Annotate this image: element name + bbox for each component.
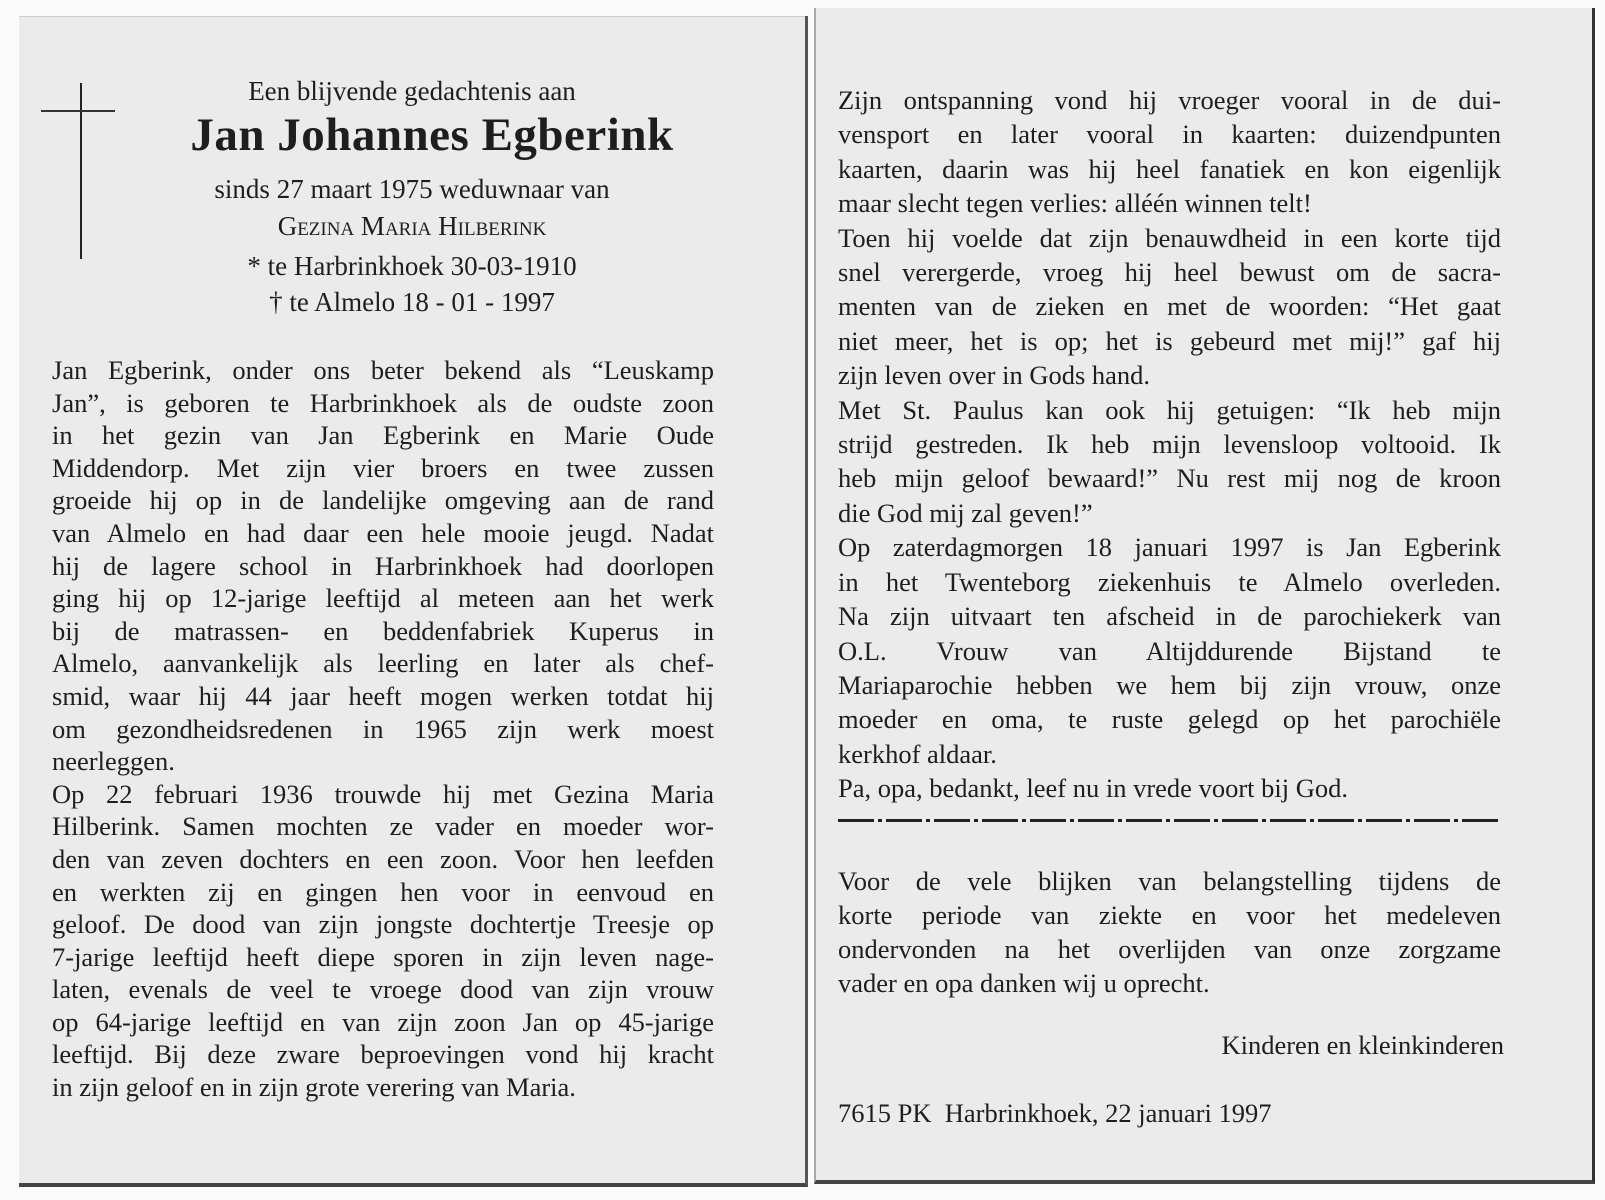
- deceased-name: Jan Johannes Egberink: [190, 109, 674, 161]
- text-line: smid, waar hij 44 jaar heeft mogen werken totdat hij: [52, 680, 714, 711]
- text-line: niet meer, het is op; het is gebeurd met mij!” gaf hij: [838, 325, 1501, 356]
- text-line: moeder en oma, te ruste gelegd op het parochiële: [838, 704, 1501, 735]
- spouse-name: Gezina Maria Hilberink: [277, 211, 547, 241]
- text-line: Jan Egberink, onder ons beter bekend als “Leuskamp: [52, 355, 714, 385]
- text-line: Voor de vele blijken van belangstelling tijdens de: [838, 866, 1501, 896]
- signoff: Kinderen en kleinkinderen: [1221, 1030, 1504, 1060]
- text-line: bij de matrassen- en beddenfabriek Kuperus in: [52, 615, 714, 646]
- thanks-text: [838, 864, 1501, 1000]
- text-line: in het Twenteborg ziekenhuis te Almelo overleden.: [838, 566, 1501, 597]
- text-line: Zijn ontspanning vond hij vroeger vooral in de dui-: [838, 85, 1501, 115]
- text-line: Toen hij voelde dat zijn benauwdheid in een korte tijd: [838, 222, 1501, 253]
- text-line: om gezondheidsredenen in 1965 zijn werk moest: [52, 713, 714, 744]
- address-date: 7615 PK Harbrinkhoek, 22 januari 1997: [838, 1098, 1272, 1128]
- text-line: snel verergerde, vroeg hij heel bewust om de sacra-: [838, 257, 1501, 288]
- text-line: geloof. De dood van zijn jongste dochtertje Treesje op: [52, 909, 714, 940]
- text-line: Na zijn uitvaart ten afscheid in de parochiekerk van: [838, 601, 1501, 632]
- memorial-card-back: [814, 8, 1595, 1184]
- text-line: hij de lagere school in Harbrinkhoek had doorlopen: [52, 550, 714, 581]
- text-line: Pa, opa, bedankt, leef nu in vrede voort bij God.: [838, 773, 1348, 804]
- text-line: Mariaparochie hebben we hem bij zijn vrouw, onze: [838, 669, 1501, 700]
- text-line: Jan”, is geboren te Harbrinkhoek als de oudste zoon: [52, 387, 714, 418]
- text-line: Almelo, aanvankelijk als leerling en later als chef-: [52, 648, 714, 679]
- text-line: laten, evenals de veel te vroege dood van zijn vrouw: [52, 974, 714, 1005]
- text-line: leeftijd. Bij deze zware beproevingen vond hij kracht: [52, 1039, 714, 1070]
- text-line: den van zeven dochters en een zoon. Voor hen leefden: [52, 843, 714, 874]
- text-line: Op 22 februari 1936 trouwde hij met Gezina Maria: [52, 778, 714, 809]
- text-line: vader en opa danken wij u oprecht.: [838, 968, 1210, 998]
- memorial-card-front: [19, 16, 808, 1187]
- text-line: zijn leven over in Gods hand.: [838, 360, 1151, 391]
- text-line: kerkhof aldaar.: [838, 738, 997, 769]
- text-line: in het gezin van Jan Egberink en Marie Oude: [52, 420, 714, 451]
- text-line: vensport en later vooral in kaarten: duizendpunten: [838, 119, 1501, 150]
- birth-line: * te Harbrinkhoek 30-03-1910: [247, 251, 577, 281]
- text-line: korte periode van ziekte en voor het medeleven: [838, 900, 1501, 930]
- text-line: op 64-jarige leeftijd en van zijn zoon Jan op 45-jarige: [52, 1006, 714, 1037]
- death-line: † te Almelo 18 - 01 - 1997: [269, 287, 555, 317]
- text-line: ondervonden na het overlijden van onze zorgzame: [838, 934, 1501, 964]
- dash-dot-divider: [838, 819, 1501, 822]
- text-line: en werkten zij en gingen hen voor in eenvoud en: [52, 876, 714, 907]
- text-line: in zijn geloof en in zijn grote verering van Maria.: [52, 1072, 576, 1103]
- widower-line: sinds 27 maart 1975 weduwnaar van: [214, 174, 610, 204]
- text-line: 7-jarige leeftijd heeft diepe sporen in zijn leven nage-: [52, 941, 714, 972]
- text-line: groeide hij op in de landelijke omgeving aan de rand: [52, 485, 714, 516]
- biography-text: [52, 354, 714, 1104]
- biography-continued-text: [838, 83, 1501, 806]
- text-line: die God mij zal geven!”: [838, 497, 1093, 528]
- text-line: strijd gestreden. Ik heb mijn levensloop voltooid. Ik: [838, 429, 1501, 460]
- text-line: Op zaterdagmorgen 18 januari 1997 is Jan Egberink: [838, 532, 1501, 563]
- intro-line: Een blijvende gedachtenis aan: [248, 76, 576, 106]
- text-line: Met St. Paulus kan ook hij getuigen: “Ik heb mijn: [838, 394, 1501, 425]
- text-line: ging hij op 12-jarige leeftijd al meteen aan het werk: [52, 583, 714, 614]
- text-line: heb mijn geloof bewaard!” Nu rest mij nog de kroon: [838, 463, 1501, 494]
- text-line: maar slecht tegen verlies: alléén winnen telt!: [838, 188, 1312, 219]
- text-line: van Almelo en had daar een hele mooie jeugd. Nadat: [52, 517, 714, 548]
- text-line: O.L. Vrouw van Altijddurende Bijstand te: [838, 635, 1501, 666]
- text-line: Hilberink. Samen mochten ze vader en moeder wor-: [52, 811, 714, 842]
- text-line: Middendorp. Met zijn vier broers en twee zussen: [52, 452, 714, 483]
- text-line: kaarten, daarin was hij heel fanatiek en kon eigenlijk: [838, 153, 1501, 184]
- text-line: menten van de zieken en met de woorden: “Het gaat: [838, 291, 1501, 322]
- text-line: neerleggen.: [52, 746, 175, 777]
